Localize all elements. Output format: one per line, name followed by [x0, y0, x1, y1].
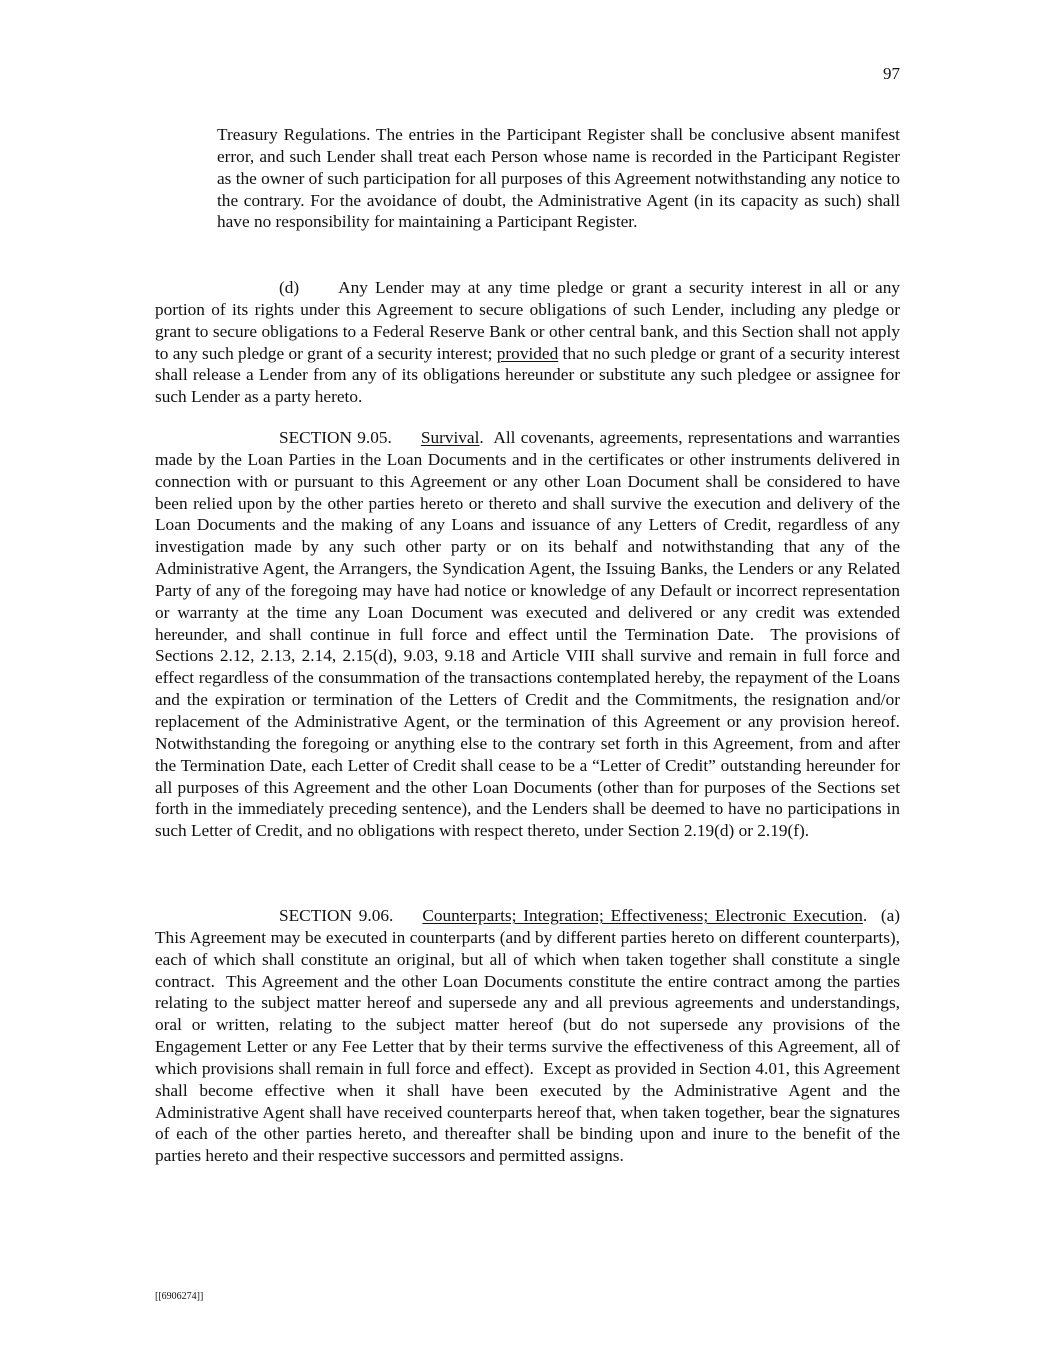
page-number: 97 — [883, 64, 900, 83]
section-9-06 — [155, 905, 905, 1167]
continued-paragraph — [217, 124, 900, 233]
section-9-05-title: Survival — [420, 428, 480, 447]
section-9-05-text: All covenants, agreements, representations and warranties made by the Loan Parties in the Loan Documents and in the certificates or other instruments delivered in connection with or pursuant to this Agreement or any other Loan Document shall be considered to have been relied upon by the other parties hereto or thereto and shall survive the execution and delivery of the Loan Documents and the making of any Loans and issuance of any Letters of Credit, regardless of any investigation made by any such other party or on its behalf and notwithstanding that any of the Administrative Agent, the Arrangers, the Syndication Agent, the Issuing Banks, the Lenders or any Related Party of any of the foregoing may have had notice or knowledge of any Default or incorrect representation or warranty at the time any Loan Document was executed and delivered or any credit was extended hereunder, and shall continue in full force and effect until the Termination Date. The provisions of Sections 2.12, 2.13, 2.14, 2.15(d), 9.03, 9.18 and Article VIII shall survive and remain in full force and effect regardless of the consummation of the transactions contemplated hereby, the repayment of the Loans and the expiration or termination of the Letters of Credit and the Commitments, the resignation and/or replacement of the Administrative Agent, or the termination of this Agreement or any provision hereof. Notwithstanding the foregoing or anything else to the contrary set forth in this Agreement, from and after the Termination Date, each Letter of Credit shall cease to be a “Letter of Credit” outstanding hereunder for all purposes of this Agreement and the other Loan Documents (other than for purposes of the Sections set forth in the immediately preceding sentence), and the Lenders shall be deemed to have no participations in such Letter of Credit, and no obligations with respect thereto, under Section 2.19(d) or 2.19(f). — [155, 428, 909, 841]
section-9-05 — [155, 427, 909, 842]
document-id: [[6906274]] — [155, 1291, 204, 1302]
section-9-05-number: SECTION 9.05. — [279, 428, 392, 447]
provided-term: provided — [496, 343, 559, 363]
section-9-06-text: (a) This Agreement may be executed in counterparts (and by different parties hereto on different counterparts), each of which shall constitute an original, but all of which when taken together shall constitute a single contract. This Agreement and the other Loan Documents constitute the entire contract among the parties relating to the subject matter hereof and supersede any and all previous agreements and understandings, oral or written, relating to the subject matter hereof (but do not supersede any provisions of the Engagement Letter or any Fee Letter that by their terms survive the effectiveness of this Agreement, all of which provisions shall remain in full force and effect). Except as provided in Section 4.01, this Agreement shall become effective when it shall have been executed by the Administrative Agent and the Administrative Agent shall have received counterparts hereof that, when taken together, bear the signatures of each of the other parties hereto, and thereafter shall be binding upon and inure to the benefit of the parties hereto and their respective successors and permitted assigns. — [155, 906, 905, 1166]
section-9-06-title: Counterparts; Integration; Effectiveness; Electronic Execution — [422, 906, 863, 925]
section-9-06-title-punct: . — [862, 906, 868, 925]
paragraph-d — [155, 277, 900, 408]
paragraph-d-label: (d) — [279, 278, 300, 297]
continued-paragraph-text: Treasury Regulations. The entries in the Participant Register shall be conclusive absent manifest error, and such Lender shall treat each Person whose name is recorded in the Participant Register as the owner of such participation for all purposes of this Agreement notwithstanding any notice to the contrary. For the avoidance of doubt, the Administrative Agent (in its capacity as such) shall have no responsibility for maintaining a Participant Register. — [217, 125, 900, 232]
paragraph-d-text-before: Any Lender may at any time pledge or grant a security interest in all or any portion of its rights under this Agreement to secure obligations of such Lender, including any pledge or grant to secure obligations to a Federal Reserve Bank or other central bank, and this Section shall not apply to any such pledge or grant of a security interest; — [155, 278, 900, 363]
section-9-06-number: SECTION 9.06. — [279, 906, 394, 925]
paragraph-d-text-after: that no such pledge or grant of a security interest shall release a Lender from any of its obligations hereunder or substitute any such pledgee or assignee for such Lender as a party hereto. — [155, 343, 900, 407]
section-9-05-title-punct: . — [479, 428, 484, 447]
